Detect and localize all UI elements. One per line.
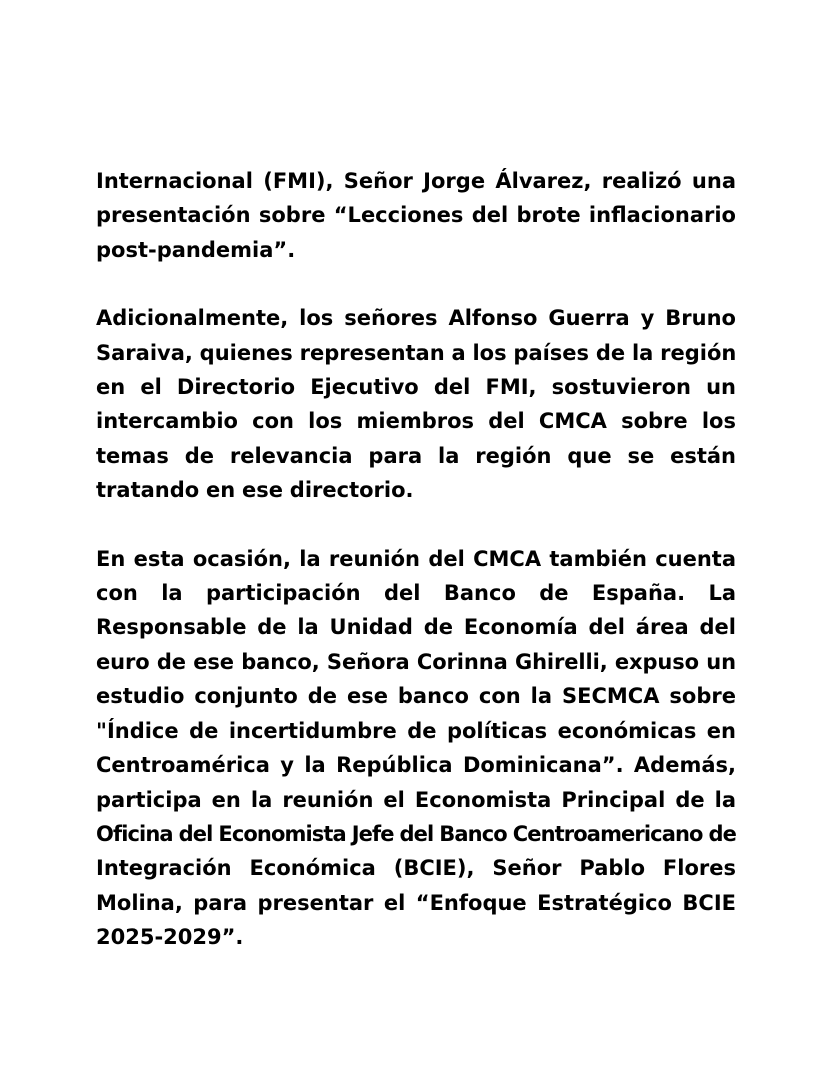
paragraph-executive-directors: [96, 301, 736, 507]
paragraph-banco-de-espana: [96, 542, 736, 955]
text-line: participa en la reunión el Economista Principal de la: [96, 787, 736, 812]
text-line: Integración Económica (BCIE), Señor Pablo Flores: [96, 856, 736, 881]
text-line: 2025-2029”.: [96, 925, 244, 950]
text-line: Adicionalmente, los señores Alfonso Guerra y Bruno: [96, 306, 736, 331]
text-line: tratando en ese directorio.: [96, 478, 414, 503]
text-line: con la participación del Banco de España. La: [96, 581, 736, 606]
text-line: presentación sobre “Lecciones del brote inflacionario: [96, 203, 736, 228]
text-line: estudio conjunto de ese banco con la SECMCA sobre: [96, 684, 736, 709]
text-line: intercambio con los miembros del CMCA sobre los: [96, 409, 736, 434]
text-line: Molina, para presentar el “Enfoque Estratégico BCIE: [96, 890, 736, 915]
text-line: Saraiva, quienes representan a los países de la región: [96, 340, 737, 365]
text-line: temas de relevancia para la región que se están: [96, 443, 736, 468]
text-line: Centroamérica y la República Dominicana”. Además,: [96, 753, 736, 778]
document-page: [96, 164, 736, 989]
text-line: Responsable de la Unidad de Economía del área del: [96, 615, 736, 640]
paragraph-fmi-presentation: [96, 164, 736, 267]
text-line: En esta ocasión, la reunión del CMCA también cuenta: [96, 546, 736, 571]
text-line: en el Directorio Ejecutivo del FMI, sostuvieron un: [96, 375, 736, 400]
text-line: "Índice de incertidumbre de políticas económicas en: [96, 718, 736, 743]
text-line: Oficina del Economista Jefe del Banco Centroamericano de: [96, 821, 736, 846]
text-line: Internacional (FMI), Señor Jorge Álvarez, realizó una: [96, 169, 736, 193]
text-line: post-pandemia”.: [96, 237, 296, 262]
text-line: euro de ese banco, Señora Corinna Ghirelli, expuso un: [96, 649, 736, 674]
